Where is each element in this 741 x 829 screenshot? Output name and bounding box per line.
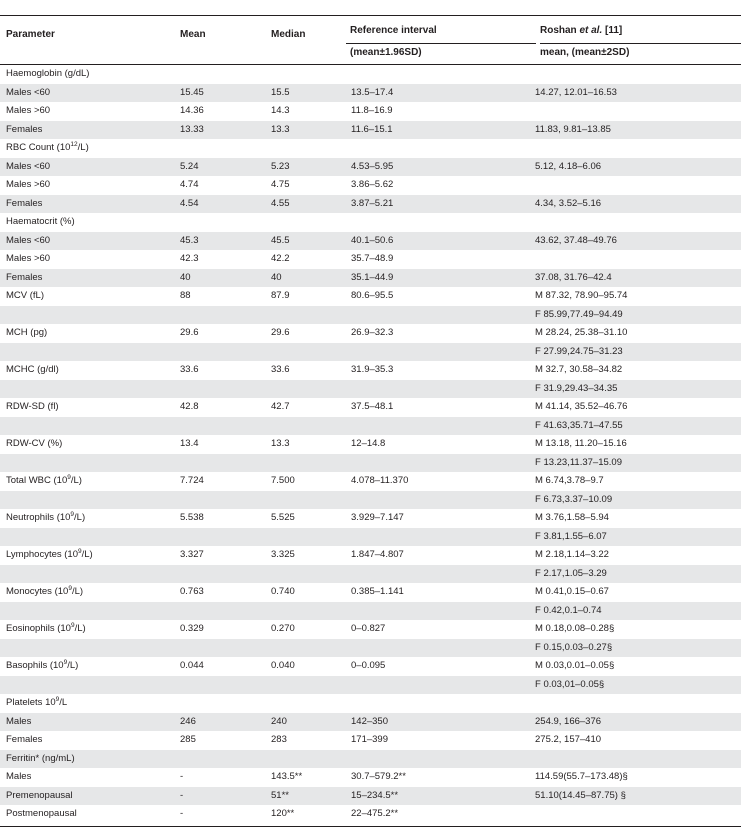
cell-mean (174, 139, 265, 158)
cell-parameter: MCH (pg) (6, 327, 48, 339)
cell-median (265, 213, 345, 232)
cell-roshan: M 0.18,0.08–0.28§ (535, 623, 615, 635)
cell-parameter (0, 343, 174, 362)
cell-median (265, 306, 345, 325)
cell-parameter (0, 602, 174, 621)
cell-roshan: 114.59(55.7–173.48)§ (535, 771, 628, 783)
parameter-text: Platelets 10 (6, 697, 56, 709)
cell-roshan (535, 694, 741, 713)
cell-median (265, 454, 345, 473)
cell-parameter (0, 380, 174, 399)
cell-parameter: Haematocrit (%) (6, 216, 75, 228)
cell-mean (174, 694, 265, 713)
cell-median (265, 343, 345, 362)
cell-roshan: 4.34, 3.52–5.16 (535, 195, 741, 214)
cell-parameter (0, 528, 174, 547)
parameter-unit: /L) (67, 660, 79, 672)
cell-roshan: 11.83, 9.81–13.85 (535, 121, 741, 140)
cell-median (265, 380, 345, 399)
header-roshan-sub: mean, (mean±2SD) (540, 47, 630, 58)
cell-mean: 4.54 (174, 195, 265, 214)
cell-reference: 35.7–48.9 (351, 253, 394, 265)
cell-mean (174, 454, 265, 473)
cell-mean (174, 491, 265, 510)
table-row (0, 787, 741, 806)
cell-mean: - (180, 771, 184, 783)
cell-mean: 88 (180, 290, 191, 302)
cell-parameter: Ferritin* (ng/mL) (0, 750, 174, 769)
table-row (0, 805, 741, 824)
cell-median: 45.5 (265, 232, 345, 251)
table-row (0, 546, 741, 565)
cell-parameter (0, 694, 174, 713)
cell-roshan: M 87.32, 78.90–95.74 (535, 290, 628, 302)
cell-median (265, 417, 345, 436)
cell-reference (345, 139, 535, 158)
cell-mean: 5.538 (180, 512, 204, 524)
cell-median: 5.23 (265, 158, 345, 177)
cell-median (265, 139, 345, 158)
table-row (0, 583, 741, 602)
parameter-exponent: 9 (70, 622, 75, 630)
cell-mean (174, 343, 265, 362)
cell-median (265, 491, 345, 510)
parameter-unit: /L) (70, 475, 82, 487)
table-bottom-rule (0, 826, 741, 827)
cell-parameter (0, 657, 174, 676)
cell-mean (174, 417, 265, 436)
table-row (0, 435, 741, 454)
cell-parameter: Males <60 (0, 158, 174, 177)
cell-reference: 15–234.5** (345, 787, 535, 806)
parameter-exponent: 9 (55, 696, 60, 704)
cell-median: 51** (265, 787, 345, 806)
cell-parameter (0, 639, 174, 658)
cell-roshan: M 3.76,1.58–5.94 (535, 512, 609, 524)
cell-roshan (535, 750, 741, 769)
cell-mean (174, 750, 265, 769)
cell-reference: 26.9–32.3 (351, 327, 394, 339)
cell-median: 240 (265, 713, 345, 732)
table-row (0, 657, 741, 676)
cell-parameter: Males (0, 713, 174, 732)
cell-reference (345, 417, 535, 436)
cell-parameter: Males >60 (6, 179, 51, 191)
header-reference-sub: (mean±1.96SD) (350, 47, 422, 58)
cell-median (265, 676, 345, 695)
cell-reference (345, 213, 535, 232)
cell-parameter (0, 306, 174, 325)
cell-parameter (0, 472, 174, 491)
cell-roshan (535, 139, 741, 158)
cell-reference (345, 380, 535, 399)
cell-mean: 40 (174, 269, 265, 288)
cell-median: 143.5** (271, 771, 303, 783)
cell-reference (345, 491, 535, 510)
cell-reference: 30.7–579.2** (351, 771, 406, 783)
cell-roshan: F 31.9,29.43–34.35 (535, 380, 741, 399)
table-row (0, 565, 741, 584)
cell-reference: 171–399 (351, 734, 388, 746)
table-row (0, 491, 741, 510)
table-row (0, 528, 741, 547)
cell-reference: 1.847–4.807 (351, 549, 404, 561)
parameter-text: Total WBC (10 (6, 475, 68, 487)
table-body (0, 65, 741, 824)
cell-mean (174, 213, 265, 232)
cell-parameter (0, 454, 174, 473)
cell-mean: 7.724 (180, 475, 204, 487)
cell-roshan: F 0.42,0.1–0.74 (535, 602, 741, 621)
cell-reference (345, 602, 535, 621)
cell-mean: 13.33 (174, 121, 265, 140)
cell-parameter: MCHC (g/dl) (6, 364, 59, 376)
table-row (0, 139, 741, 158)
parameter-text: RBC Count (10 (6, 142, 71, 154)
cell-reference: 35.1–44.9 (345, 269, 535, 288)
cell-roshan (535, 65, 741, 84)
cell-median (265, 65, 345, 84)
cell-reference (345, 528, 535, 547)
cell-reference: 4.078–11.370 (351, 475, 409, 487)
cell-parameter (0, 565, 174, 584)
table-row (0, 731, 741, 750)
cell-mean: 14.36 (180, 105, 204, 117)
cell-reference: 40.1–50.6 (345, 232, 535, 251)
cell-mean: 13.4 (180, 438, 199, 450)
cell-roshan: F 27.99,24.75–31.23 (535, 343, 741, 362)
table-row (0, 158, 741, 177)
cell-mean: 0.044 (180, 660, 204, 672)
cell-parameter: Females (0, 121, 174, 140)
header-divider-roshan (540, 43, 741, 44)
cell-mean: 4.74 (180, 179, 199, 191)
table-row (0, 639, 741, 658)
cell-reference: 3.86–5.62 (351, 179, 394, 191)
cell-mean (174, 306, 265, 325)
cell-median: 120** (271, 808, 295, 820)
cell-reference (345, 750, 535, 769)
cell-median: 13.3 (271, 438, 290, 450)
cell-median (265, 639, 345, 658)
cell-roshan: 37.08, 31.76–42.4 (535, 269, 741, 288)
cell-reference: 0–0.095 (351, 660, 386, 672)
table-row (0, 509, 741, 528)
parameter-text: Monocytes (10 (6, 586, 69, 598)
cell-mean: 246 (174, 713, 265, 732)
table-row (0, 472, 741, 491)
table-row (0, 454, 741, 473)
cell-parameter: Females (6, 734, 43, 746)
cell-roshan: M 28.24, 25.38–31.10 (535, 327, 628, 339)
cell-parameter: Males <60 (0, 84, 174, 103)
cell-parameter: Males (6, 771, 32, 783)
table-row (0, 195, 741, 214)
cell-median: 283 (271, 734, 287, 746)
cell-median: 29.6 (271, 327, 290, 339)
cell-median: 0.270 (271, 623, 295, 635)
header-roshan (540, 25, 622, 37)
cell-parameter (0, 509, 174, 528)
parameter-unit: /L) (74, 623, 86, 635)
table-row (0, 361, 741, 380)
cell-reference: 0.385–1.141 (351, 586, 404, 598)
cell-roshan: F 2.17,1.05–3.29 (535, 565, 741, 584)
table-row (0, 768, 741, 787)
cell-roshan: F 0.03,01–0.05§ (535, 676, 741, 695)
cell-parameter: Postmenopausal (6, 808, 77, 820)
cell-parameter (0, 417, 174, 436)
cell-mean (174, 380, 265, 399)
table-row (0, 84, 741, 103)
cell-median: 33.6 (271, 364, 290, 376)
cell-median: 40 (265, 269, 345, 288)
table-row (0, 694, 741, 713)
cell-reference (345, 639, 535, 658)
cell-parameter (0, 620, 174, 639)
cell-mean: 5.24 (174, 158, 265, 177)
table-row (0, 620, 741, 639)
cell-reference: 22–475.2** (351, 808, 399, 820)
cell-roshan: M 32.7, 30.58–34.82 (535, 364, 623, 376)
cell-parameter: Females (0, 269, 174, 288)
cell-roshan: 43.62, 37.48–49.76 (535, 232, 741, 251)
cell-parameter (0, 676, 174, 695)
table-row (0, 306, 741, 325)
cell-parameter: MCV (fL) (6, 290, 44, 302)
header-mean: Mean (180, 29, 206, 40)
parameter-exponent: 9 (78, 548, 82, 556)
cell-mean (174, 65, 265, 84)
cell-mean: 33.6 (180, 364, 199, 376)
parameter-exponent: 9 (68, 585, 72, 593)
cell-reference: 0–0.827 (351, 623, 386, 635)
cell-mean: - (180, 808, 184, 820)
parameter-exponent: 9 (70, 511, 75, 519)
cell-roshan: F 41.63,35.71–47.55 (535, 417, 741, 436)
cell-roshan: M 0.03,0.01–0.05§ (535, 660, 615, 672)
cell-roshan (535, 102, 741, 121)
cell-parameter: RDW-SD (fl) (6, 401, 59, 413)
header-parameter: Parameter (6, 29, 55, 40)
parameter-exponent: 9 (63, 659, 68, 667)
cell-roshan: F 13.23,11.37–15.09 (535, 454, 741, 473)
cell-roshan: F 85.99,77.49–94.49 (535, 306, 741, 325)
cell-reference (345, 676, 535, 695)
cell-reference: 3.87–5.21 (345, 195, 535, 214)
cell-mean: 42.8 (180, 401, 199, 413)
table-row (0, 324, 741, 343)
cell-mean (174, 528, 265, 547)
table-row (0, 343, 741, 362)
cell-parameter: Males <60 (0, 232, 174, 251)
cell-mean: 42.3 (180, 253, 199, 265)
cell-parameter: Males >60 (6, 253, 51, 265)
cell-reference: 13.5–17.4 (345, 84, 535, 103)
cell-parameter (0, 583, 174, 602)
cell-median (265, 750, 345, 769)
table-row (0, 398, 741, 417)
cell-median: 13.3 (265, 121, 345, 140)
cell-roshan: 275.2, 157–410 (535, 734, 602, 746)
table-row (0, 213, 741, 232)
cell-roshan (535, 805, 741, 824)
cell-reference (345, 694, 535, 713)
cell-parameter: Haemoglobin (g/dL) (6, 68, 90, 80)
header-divider-reference (346, 43, 536, 44)
table-row (0, 269, 741, 288)
cell-parameter (0, 139, 174, 158)
cell-reference: 11.8–16.9 (351, 105, 393, 117)
parameter-unit: /L) (81, 549, 93, 561)
cell-parameter: Males >60 (6, 105, 51, 117)
cell-mean: - (174, 787, 265, 806)
cell-parameter: Premenopausal (0, 787, 174, 806)
cell-reference (345, 343, 535, 362)
table-row (0, 287, 741, 306)
parameter-text: Eosinophils (10 (6, 623, 71, 635)
table-row (0, 121, 741, 140)
cell-mean: 0.329 (180, 623, 204, 635)
parameter-unit: /L) (77, 142, 89, 154)
header-reference-interval: Reference interval (350, 25, 437, 36)
parameter-text: Neutrophils (10 (6, 512, 71, 524)
cell-median: 0.740 (271, 586, 295, 598)
cell-median (265, 565, 345, 584)
cell-reference: 37.5–48.1 (351, 401, 394, 413)
cell-mean: 285 (180, 734, 196, 746)
cell-reference: 12–14.8 (351, 438, 386, 450)
cell-reference (345, 65, 535, 84)
table-row (0, 750, 741, 769)
cell-mean: 29.6 (180, 327, 199, 339)
header-roshan-ref: [11] (602, 25, 623, 36)
data-table (0, 65, 741, 824)
cell-roshan (535, 250, 741, 269)
cell-reference (345, 565, 535, 584)
cell-reference: 4.53–5.95 (345, 158, 535, 177)
header-roshan-etal: et al. (579, 25, 603, 36)
cell-parameter: Females (0, 195, 174, 214)
header-roshan-author: Roshan (540, 25, 580, 36)
cell-reference (345, 306, 535, 325)
cell-parameter (0, 546, 174, 565)
cell-mean: 0.763 (180, 586, 204, 598)
cell-roshan: 14.27, 12.01–16.53 (535, 84, 741, 103)
cell-median: 14.3 (271, 105, 290, 117)
cell-mean: 45.3 (174, 232, 265, 251)
cell-mean (174, 676, 265, 695)
table-row (0, 713, 741, 732)
cell-median: 42.7 (271, 401, 290, 413)
cell-roshan: M 0.41,0.15–0.67 (535, 586, 609, 598)
parameter-exponent: 12 (70, 141, 78, 149)
parameter-unit: /L (59, 697, 68, 709)
cell-median (265, 602, 345, 621)
cell-median: 4.55 (265, 195, 345, 214)
table-row (0, 65, 741, 84)
cell-roshan: M 41.14, 35.52–46.76 (535, 401, 628, 413)
table-row (0, 602, 741, 621)
parameter-text: Lymphocytes (10 (6, 549, 78, 561)
cell-roshan: M 6.74,3.78–9.7 (535, 475, 604, 487)
table-row (0, 250, 741, 269)
cell-median: 4.75 (271, 179, 290, 191)
cell-roshan: 51.10(14.45–87.75) § (535, 787, 741, 806)
header-median: Median (271, 29, 306, 40)
cell-roshan (535, 176, 741, 195)
cell-median: 3.325 (271, 549, 295, 561)
cell-median: 42.2 (271, 253, 290, 265)
cell-mean (174, 639, 265, 658)
cell-parameter: RDW-CV (%) (6, 438, 63, 450)
parameter-unit: /L) (74, 512, 86, 524)
cell-mean: 15.45 (174, 84, 265, 103)
cell-median (265, 694, 345, 713)
parameter-exponent: 9 (67, 474, 71, 482)
cell-roshan: 5.12, 4.18–6.06 (535, 158, 741, 177)
parameter-text: Basophils (10 (6, 660, 64, 672)
cell-roshan (535, 213, 741, 232)
cell-median (265, 528, 345, 547)
cell-median: 5.525 (271, 512, 295, 524)
cell-reference: 3.929–7.147 (351, 512, 404, 524)
cell-parameter (0, 491, 174, 510)
cell-roshan: M 13.18, 11.20–15.16 (535, 438, 627, 450)
cell-reference: 31.9–35.3 (351, 364, 394, 376)
cell-median: 0.040 (271, 660, 295, 672)
table-row (0, 232, 741, 251)
cell-median: 15.5 (265, 84, 345, 103)
cell-roshan: F 6.73,3.37–10.09 (535, 491, 741, 510)
parameter-unit: /L) (71, 586, 84, 598)
cell-mean (174, 565, 265, 584)
cell-roshan: M 2.18,1.14–3.22 (535, 549, 609, 561)
cell-mean: 3.327 (180, 549, 204, 561)
cell-median: 7.500 (271, 475, 295, 487)
cell-roshan: 254.9, 166–376 (535, 713, 741, 732)
cell-reference: 80.6–95.5 (351, 290, 394, 302)
cell-reference: 11.6–15.1 (345, 121, 535, 140)
table-row (0, 380, 741, 399)
cell-reference: 142–350 (345, 713, 535, 732)
cell-roshan: F 3.81,1.55–6.07 (535, 528, 741, 547)
cell-mean (174, 602, 265, 621)
cell-roshan: F 0.15,0.03–0.27§ (535, 639, 741, 658)
table-row (0, 176, 741, 195)
table-row (0, 102, 741, 121)
table-row (0, 417, 741, 436)
cell-reference (345, 454, 535, 473)
cell-median: 87.9 (271, 290, 290, 302)
table-row (0, 676, 741, 695)
